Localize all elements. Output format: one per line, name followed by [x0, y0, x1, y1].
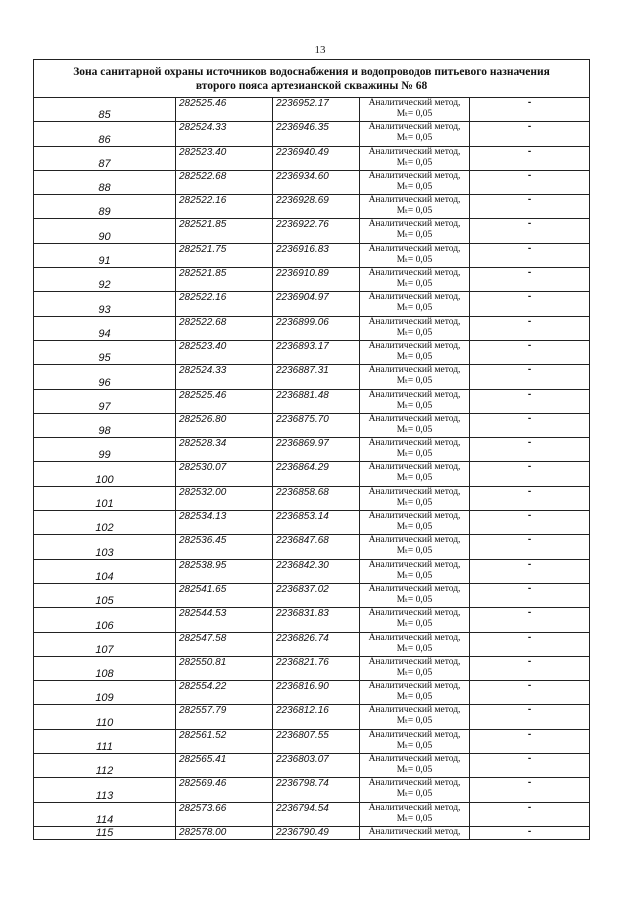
method-cell: [360, 802, 470, 826]
accuracy-value: Mₜ= 0,05: [396, 692, 433, 703]
method-cell: [360, 438, 470, 462]
accuracy-value: Mₜ= 0,05: [396, 254, 433, 265]
coord-x: 282523.40: [176, 340, 273, 364]
accuracy-value: Mₜ= 0,05: [396, 109, 433, 119]
method-label: Аналитический метод,: [368, 705, 461, 716]
table-row: [34, 98, 590, 122]
accuracy-value: Mₜ= 0,05: [396, 570, 433, 581]
coord-x: 282554.22: [176, 681, 273, 705]
accuracy-value: Mₜ= 0,05: [396, 424, 433, 435]
coord-x: 282550.81: [176, 656, 273, 680]
method-cell: [360, 608, 470, 632]
method-cell: [360, 559, 470, 583]
table-row: [34, 413, 590, 437]
coord-y: 2236875.70: [273, 413, 360, 437]
coord-y: 2236790.49: [273, 826, 360, 839]
method-cell: [360, 826, 470, 839]
method-cell: [360, 535, 470, 559]
page-number: 13: [314, 44, 326, 56]
coord-x: 282541.65: [176, 583, 273, 607]
coord-y: 2236798.74: [273, 778, 360, 802]
point-number: 101: [34, 486, 176, 510]
point-number: 93: [34, 292, 176, 316]
accuracy-value: Mₜ= 0,05: [396, 789, 433, 800]
note-cell: -: [470, 316, 590, 340]
table-row: [34, 486, 590, 510]
accuracy-value: Mₜ= 0,05: [396, 157, 433, 168]
method-cell: [360, 511, 470, 535]
point-number: 94: [34, 316, 176, 340]
table-row: [34, 583, 590, 607]
coord-x: 282522.68: [176, 170, 273, 194]
coord-x: 282557.79: [176, 705, 273, 729]
point-number: 103: [34, 535, 176, 559]
point-number: 112: [34, 754, 176, 778]
point-number: 105: [34, 583, 176, 607]
coord-y: 2236842.30: [273, 559, 360, 583]
method-cell: [360, 98, 470, 122]
coord-y: 2236952.17: [273, 98, 360, 122]
method-cell: [360, 486, 470, 510]
table-row: [34, 826, 590, 839]
point-number: 86: [34, 122, 176, 146]
method-label: Аналитический метод,: [368, 389, 461, 400]
table-row: [34, 195, 590, 219]
accuracy-value: Mₜ= 0,05: [396, 619, 433, 630]
table-row: [34, 365, 590, 389]
method-label: Аналитический метод,: [368, 98, 461, 108]
method-cell: [360, 389, 470, 413]
method-cell: [360, 268, 470, 292]
method-label: Аналитический метод,: [368, 486, 461, 497]
accuracy-value: Mₜ= 0,05: [396, 522, 433, 533]
title-row: [34, 60, 590, 98]
method-cell: [360, 462, 470, 486]
table-row: [34, 681, 590, 705]
method-label: Аналитический метод,: [368, 170, 461, 181]
table-row: [34, 535, 590, 559]
method-label: Аналитический метод,: [368, 219, 461, 230]
method-cell: [360, 729, 470, 753]
note-cell: -: [470, 195, 590, 219]
table-body: [34, 60, 590, 840]
method-cell: [360, 243, 470, 267]
method-label: Аналитический метод,: [368, 365, 461, 376]
coord-x: 282544.53: [176, 608, 273, 632]
accuracy-value: Mₜ= 0,05: [396, 133, 433, 144]
coord-x: 282524.33: [176, 122, 273, 146]
point-number: 85: [34, 98, 176, 122]
point-number: 111: [34, 729, 176, 753]
coord-y: 2236934.60: [273, 170, 360, 194]
accuracy-value: Mₜ= 0,05: [396, 181, 433, 192]
method-cell: [360, 170, 470, 194]
method-label: Аналитический метод,: [368, 802, 461, 813]
method-cell: [360, 413, 470, 437]
coord-x: 282530.07: [176, 462, 273, 486]
coord-x: 282569.46: [176, 778, 273, 802]
note-cell: -: [470, 438, 590, 462]
method-label: Аналитический метод,: [368, 340, 461, 351]
table-row: [34, 511, 590, 535]
table-title: [34, 60, 590, 98]
coord-y: 2236904.97: [273, 292, 360, 316]
method-cell: [360, 146, 470, 170]
point-number: 109: [34, 681, 176, 705]
method-label: Аналитический метод,: [368, 778, 461, 789]
note-cell: -: [470, 826, 590, 839]
table-row: [34, 292, 590, 316]
point-number: 92: [34, 268, 176, 292]
point-number: 96: [34, 365, 176, 389]
table-row: [34, 559, 590, 583]
coord-y: 2236910.89: [273, 268, 360, 292]
table-row: [34, 340, 590, 364]
note-cell: -: [470, 778, 590, 802]
point-number: 106: [34, 608, 176, 632]
table-row: [34, 462, 590, 486]
point-number: 88: [34, 170, 176, 194]
table-row: [34, 608, 590, 632]
note-cell: -: [470, 219, 590, 243]
coordinates-table: [33, 59, 590, 840]
coord-y: 2236928.69: [273, 195, 360, 219]
coord-x: 282522.16: [176, 195, 273, 219]
method-cell: [360, 292, 470, 316]
method-label: Аналитический метод,: [368, 583, 461, 594]
accuracy-value: Mₜ= 0,05: [396, 643, 433, 654]
note-cell: -: [470, 754, 590, 778]
note-cell: -: [470, 243, 590, 267]
coord-y: 2236869.97: [273, 438, 360, 462]
coord-x: 282524.33: [176, 365, 273, 389]
accuracy-value: Mₜ= 0,05: [396, 740, 433, 751]
coord-y: 2236826.74: [273, 632, 360, 656]
accuracy-value: Mₜ= 0,05: [396, 813, 433, 824]
accuracy-value: Mₜ= 0,05: [396, 546, 433, 557]
note-cell: -: [470, 413, 590, 437]
method-label: Аналитический метод,: [368, 511, 461, 522]
point-number: 107: [34, 632, 176, 656]
coord-y: 2236831.83: [273, 608, 360, 632]
table-row: [34, 705, 590, 729]
point-number: 100: [34, 462, 176, 486]
coord-y: 2236858.68: [273, 486, 360, 510]
coord-y: 2236940.49: [273, 146, 360, 170]
note-cell: -: [470, 486, 590, 510]
point-number: 114: [34, 802, 176, 826]
method-label: Аналитический метод,: [368, 559, 461, 570]
method-label: Аналитический метод,: [368, 632, 461, 643]
method-cell: [360, 219, 470, 243]
coord-y: 2236837.02: [273, 583, 360, 607]
coord-x: 282523.40: [176, 146, 273, 170]
coord-x: 282561.52: [176, 729, 273, 753]
method-label: Аналитический метод,: [368, 268, 461, 279]
coord-x: 282522.68: [176, 316, 273, 340]
accuracy-value: Mₜ= 0,05: [396, 594, 433, 605]
accuracy-value: Mₜ= 0,05: [396, 327, 433, 338]
accuracy-value: Mₜ= 0,05: [396, 473, 433, 484]
table-row: [34, 122, 590, 146]
method-label: Аналитический метод,: [368, 316, 461, 327]
method-label: Аналитический метод,: [368, 608, 461, 619]
method-cell: [360, 583, 470, 607]
note-cell: -: [470, 462, 590, 486]
table-row: [34, 170, 590, 194]
method-label: Аналитический метод,: [368, 438, 461, 449]
note-cell: -: [470, 122, 590, 146]
method-cell: [360, 681, 470, 705]
table-row: [34, 146, 590, 170]
accuracy-value: Mₜ= 0,05: [396, 449, 433, 460]
coord-y: 2236899.06: [273, 316, 360, 340]
coord-y: 2236794.54: [273, 802, 360, 826]
coord-y: 2236893.17: [273, 340, 360, 364]
coord-y: 2236812.16: [273, 705, 360, 729]
coord-x: 282526.80: [176, 413, 273, 437]
accuracy-value: Mₜ= 0,05: [396, 667, 433, 678]
accuracy-value: Mₜ= 0,05: [396, 400, 433, 411]
accuracy-value: Mₜ= 0,05: [396, 716, 433, 727]
point-number: 108: [34, 656, 176, 680]
table-row: [34, 778, 590, 802]
note-cell: -: [470, 389, 590, 413]
coord-y: 2236821.76: [273, 656, 360, 680]
coord-x: 282522.16: [176, 292, 273, 316]
coord-y: 2236807.55: [273, 729, 360, 753]
table-row: [34, 268, 590, 292]
coord-x: 282536.45: [176, 535, 273, 559]
note-cell: -: [470, 340, 590, 364]
coord-y: 2236864.29: [273, 462, 360, 486]
note-cell: -: [470, 632, 590, 656]
table-row: [34, 632, 590, 656]
note-cell: -: [470, 583, 590, 607]
point-number: 87: [34, 146, 176, 170]
point-number: 110: [34, 705, 176, 729]
accuracy-value: Mₜ= 0,05: [396, 206, 433, 217]
table-row: [34, 802, 590, 826]
note-cell: -: [470, 98, 590, 122]
point-number: 91: [34, 243, 176, 267]
method-label: Аналитический метод,: [368, 754, 461, 765]
table-row: [34, 438, 590, 462]
note-cell: -: [470, 729, 590, 753]
point-number: 97: [34, 389, 176, 413]
note-cell: -: [470, 146, 590, 170]
coord-x: 282538.95: [176, 559, 273, 583]
accuracy-value: Mₜ= 0,05: [396, 303, 433, 314]
method-cell: [360, 122, 470, 146]
point-number: 98: [34, 413, 176, 437]
method-cell: [360, 632, 470, 656]
point-number: 104: [34, 559, 176, 583]
note-cell: -: [470, 608, 590, 632]
point-number: 89: [34, 195, 176, 219]
note-cell: -: [470, 365, 590, 389]
coord-x: 282521.85: [176, 268, 273, 292]
coord-x: 282547.58: [176, 632, 273, 656]
table-row: [34, 754, 590, 778]
point-number: 95: [34, 340, 176, 364]
accuracy-value: Mₜ= 0,05: [396, 351, 433, 362]
accuracy-value: Mₜ= 0,05: [396, 376, 433, 387]
coord-x: 282578.00: [176, 826, 273, 839]
note-cell: -: [470, 511, 590, 535]
method-label: Аналитический метод,: [368, 729, 461, 740]
method-label: Аналитический метод,: [368, 146, 461, 157]
method-label: Аналитический метод,: [368, 413, 461, 424]
method-cell: [360, 778, 470, 802]
coord-y: 2236803.07: [273, 754, 360, 778]
point-number: 90: [34, 219, 176, 243]
accuracy-value: Mₜ= 0,05: [396, 230, 433, 241]
coord-x: 282525.46: [176, 389, 273, 413]
title-line-2: второго пояса артезианской скважины № 68: [195, 79, 428, 92]
method-cell: [360, 340, 470, 364]
note-cell: -: [470, 681, 590, 705]
method-label: Аналитический метод,: [368, 826, 461, 837]
accuracy-value: Mₜ= 0,05: [396, 497, 433, 508]
accuracy-value: Mₜ= 0,05: [396, 279, 433, 290]
note-cell: -: [470, 802, 590, 826]
method-cell: [360, 754, 470, 778]
method-label: Аналитический метод,: [368, 535, 461, 546]
coord-x: 282565.41: [176, 754, 273, 778]
table-row: [34, 729, 590, 753]
method-label: Аналитический метод,: [368, 122, 461, 133]
coord-y: 2236881.48: [273, 389, 360, 413]
coord-x: 282521.85: [176, 219, 273, 243]
point-number: 102: [34, 511, 176, 535]
coord-y: 2236916.83: [273, 243, 360, 267]
table-row: [34, 389, 590, 413]
coord-y: 2236922.76: [273, 219, 360, 243]
coord-y: 2236816.90: [273, 681, 360, 705]
note-cell: -: [470, 705, 590, 729]
table-row: [34, 243, 590, 267]
coord-x: 282528.34: [176, 438, 273, 462]
point-number: 113: [34, 778, 176, 802]
accuracy-value: Mₜ= 0,05: [396, 765, 433, 776]
method-label: Аналитический метод,: [368, 292, 461, 303]
coord-y: 2236847.68: [273, 535, 360, 559]
method-cell: [360, 316, 470, 340]
note-cell: -: [470, 535, 590, 559]
table-row: [34, 656, 590, 680]
coord-y: 2236946.35: [273, 122, 360, 146]
coord-x: 282525.46: [176, 98, 273, 122]
method-cell: [360, 365, 470, 389]
method-label: Аналитический метод,: [368, 681, 461, 692]
method-label: Аналитический метод,: [368, 462, 461, 473]
note-cell: -: [470, 268, 590, 292]
coord-y: 2236887.31: [273, 365, 360, 389]
method-cell: [360, 656, 470, 680]
method-cell: [360, 195, 470, 219]
coord-x: 282573.66: [176, 802, 273, 826]
title-line-1: Зона санитарной охраны источников водоснабжения и водопроводов питьевого назначения: [73, 65, 550, 78]
method-label: Аналитический метод,: [368, 243, 461, 254]
coord-x: 282534.13: [176, 511, 273, 535]
method-label: Аналитический метод,: [368, 656, 461, 667]
table-row: [34, 219, 590, 243]
note-cell: -: [470, 170, 590, 194]
note-cell: -: [470, 656, 590, 680]
coord-x: 282521.75: [176, 243, 273, 267]
table-row: [34, 316, 590, 340]
note-cell: -: [470, 559, 590, 583]
coord-y: 2236853.14: [273, 511, 360, 535]
coord-x: 282532.00: [176, 486, 273, 510]
method-cell: [360, 705, 470, 729]
point-number: 115: [34, 826, 176, 839]
point-number: 99: [34, 438, 176, 462]
method-label: Аналитический метод,: [368, 195, 461, 206]
note-cell: -: [470, 292, 590, 316]
